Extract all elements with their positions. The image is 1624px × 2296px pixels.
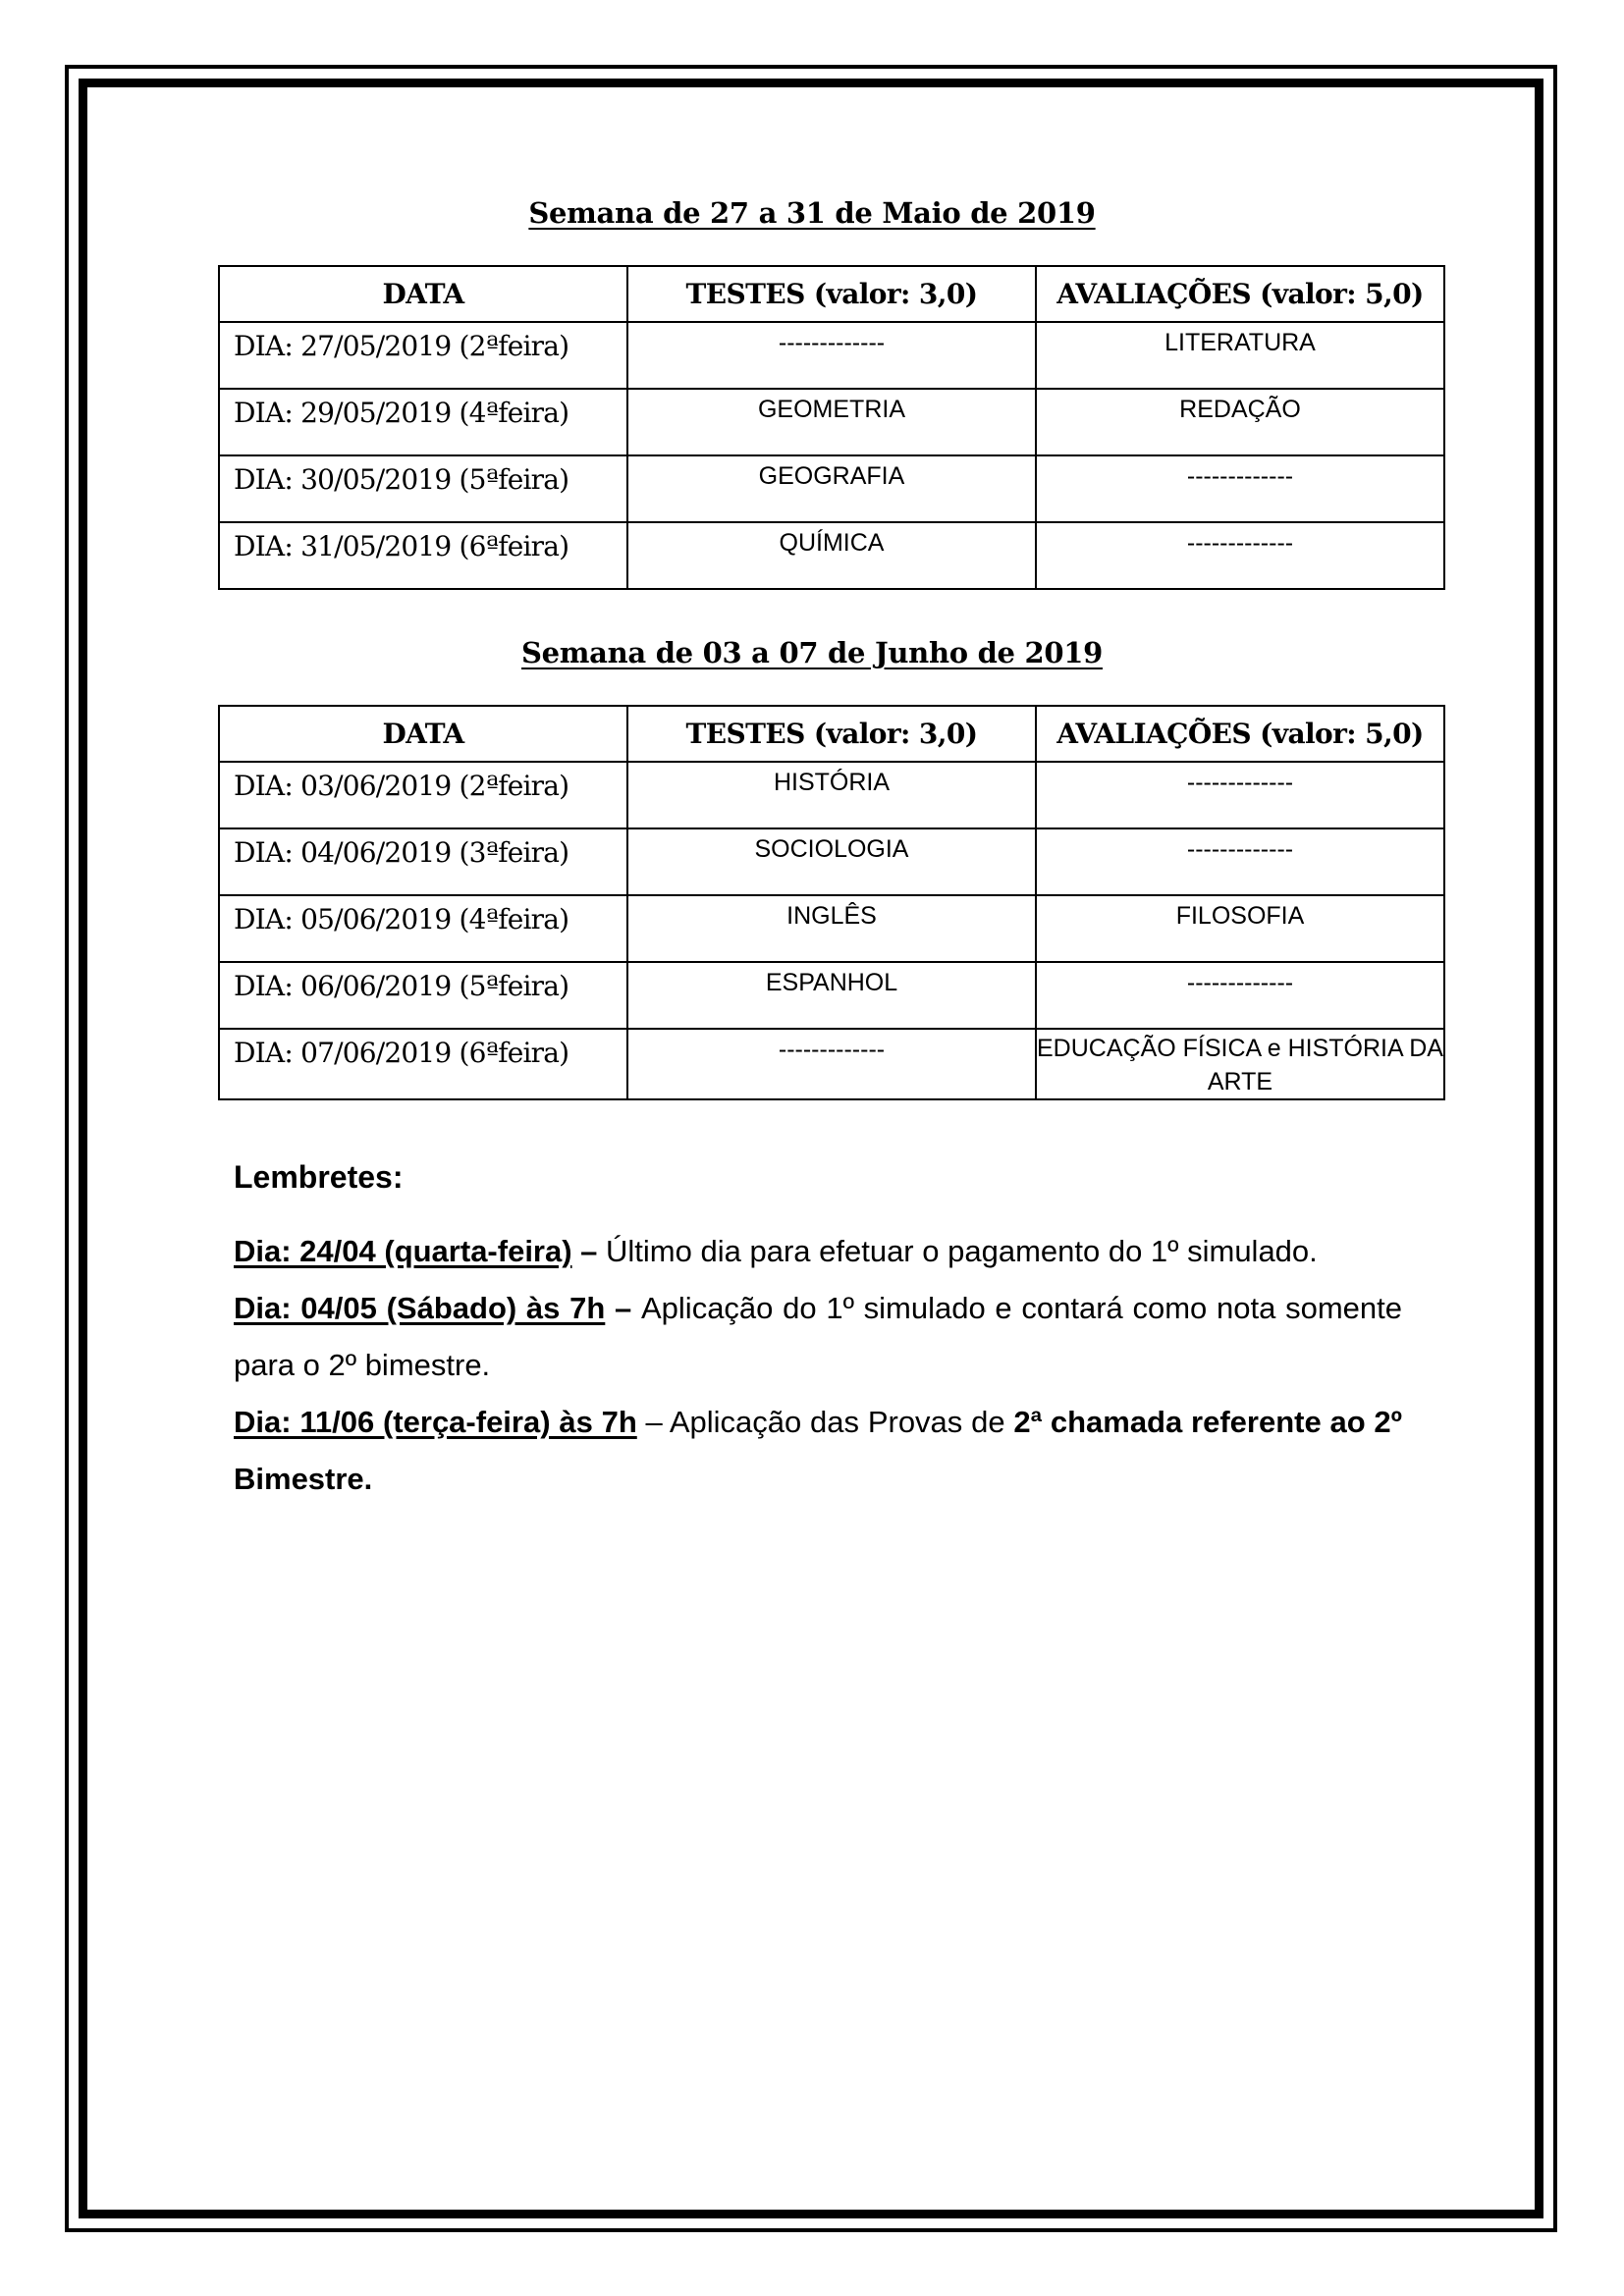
- row-avaliacao: -------------: [1036, 522, 1444, 589]
- row-avaliacao: -------------: [1036, 828, 1444, 895]
- row-avaliacao: -------------: [1036, 762, 1444, 828]
- row-avaliacao: LITERATURA: [1036, 322, 1444, 389]
- header-testes: TESTES (valor: 3,0): [627, 706, 1036, 762]
- row-teste: -------------: [627, 1029, 1036, 1099]
- reminder-separator: –: [571, 1234, 607, 1268]
- row-teste: GEOGRAFIA: [627, 455, 1036, 522]
- week-2-title: Semana de 03 a 07 de Junho de 2019: [520, 636, 1104, 669]
- row-teste: ESPANHOL: [627, 962, 1036, 1029]
- row-date: DIA: 31/05/2019 (6ªfeira): [219, 522, 627, 589]
- reminder-item: [234, 1223, 1402, 1280]
- row-teste: GEOMETRIA: [627, 389, 1036, 455]
- header-avaliacoes: AVALIAÇÕES (valor: 5,0): [1036, 266, 1444, 322]
- row-avaliacao: FILOSOFIA: [1036, 895, 1444, 962]
- row-date: DIA: 27/05/2019 (2ªfeira): [219, 322, 627, 389]
- reminder-separator: –: [636, 1405, 670, 1439]
- table-row: [219, 455, 1444, 522]
- reminder-date: Dia: 11/06 (terça-feira) às 7h: [234, 1405, 637, 1439]
- header-avaliacoes: AVALIAÇÕES (valor: 5,0): [1036, 706, 1444, 762]
- table-row: [219, 895, 1444, 962]
- row-teste: HISTÓRIA: [627, 762, 1036, 828]
- row-date: DIA: 29/05/2019 (4ªfeira): [219, 389, 627, 455]
- reminder-text-bold: 2ª chamada referente ao 2º Bimestre.: [234, 1405, 1402, 1496]
- reminder-item: [234, 1280, 1402, 1394]
- week-2-table: [218, 705, 1445, 1100]
- table-row: [219, 522, 1444, 589]
- reminder-date: Dia: 04/05 (Sábado) às 7h: [234, 1291, 606, 1325]
- header-testes: TESTES (valor: 3,0): [627, 266, 1036, 322]
- week-1-table: [218, 265, 1445, 590]
- reminder-separator: –: [605, 1291, 641, 1325]
- reminder-date: Dia: 24/04 (quarta-feira): [234, 1234, 572, 1268]
- row-teste: QUÍMICA: [627, 522, 1036, 589]
- row-date: DIA: 07/06/2019 (6ªfeira): [219, 1029, 627, 1099]
- row-date: DIA: 03/06/2019 (2ªfeira): [219, 762, 627, 828]
- row-avaliacao: EDUCAÇÃO FÍSICA e HISTÓRIA DA ARTE: [1036, 1029, 1444, 1099]
- table-header-row: [219, 706, 1444, 762]
- reminder-text: Último dia para efetuar o pagamento do 1º simulado.: [606, 1234, 1318, 1268]
- row-date: DIA: 30/05/2019 (5ªfeira): [219, 455, 627, 522]
- table-row: [219, 762, 1444, 828]
- header-data: DATA: [219, 706, 627, 762]
- row-date: DIA: 05/06/2019 (4ªfeira): [219, 895, 627, 962]
- reminder-item: [234, 1394, 1402, 1508]
- reminder-text: Aplicação das Provas de: [669, 1405, 1014, 1439]
- table-row: [219, 389, 1444, 455]
- table-row: [219, 1029, 1444, 1099]
- row-avaliacao: -------------: [1036, 962, 1444, 1029]
- row-teste: SOCIOLOGIA: [627, 828, 1036, 895]
- table-row: [219, 962, 1444, 1029]
- row-avaliacao: -------------: [1036, 455, 1444, 522]
- reminders-title: Lembretes:: [234, 1159, 404, 1195]
- row-teste: INGLÊS: [627, 895, 1036, 962]
- row-teste: -------------: [627, 322, 1036, 389]
- table-row: [219, 322, 1444, 389]
- table-header-row: [219, 266, 1444, 322]
- row-avaliacao: REDAÇÃO: [1036, 389, 1444, 455]
- reminder-text: Aplicação do 1º simulado e contará como nota somente para o 2º bimestre.: [234, 1291, 1402, 1382]
- week-1-title: Semana de 27 a 31 de Maio de 2019: [528, 196, 1096, 230]
- header-data: DATA: [219, 266, 627, 322]
- row-date: DIA: 04/06/2019 (3ªfeira): [219, 828, 627, 895]
- table-row: [219, 828, 1444, 895]
- reminders-section: [234, 1148, 1402, 1508]
- row-date: DIA: 06/06/2019 (5ªfeira): [219, 962, 627, 1029]
